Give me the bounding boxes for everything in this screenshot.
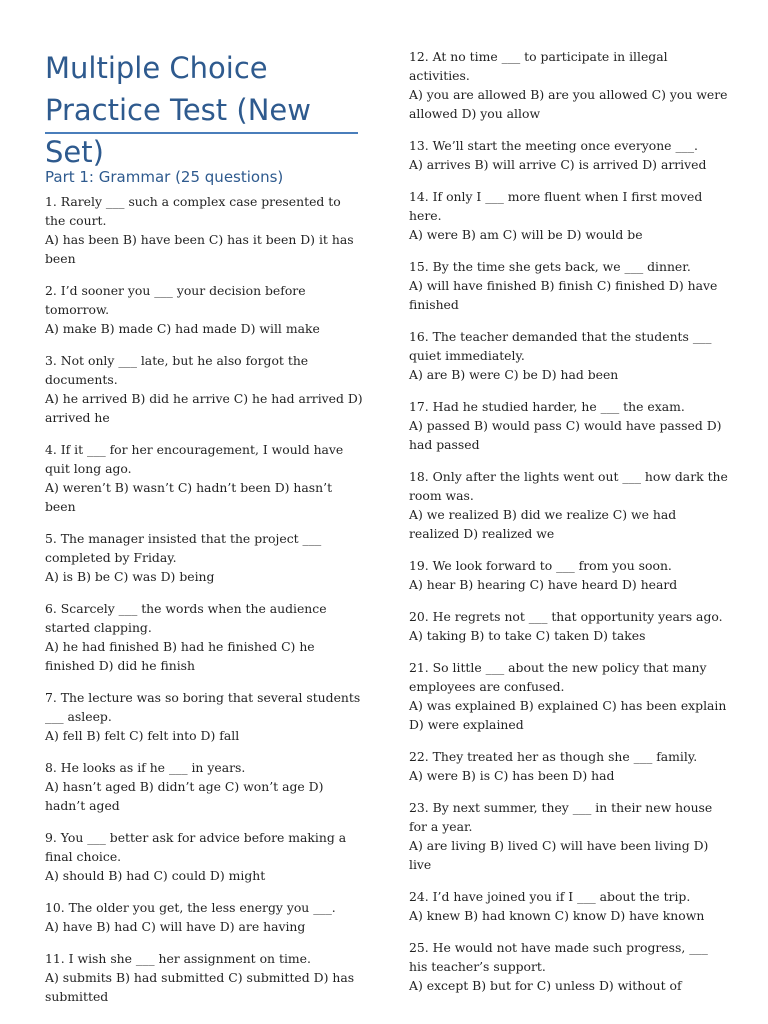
question-20: [409, 607, 729, 645]
question-23: [409, 798, 729, 874]
question-options: A) weren’t B) wasn’t C) hadn’t been D) hasn’t been: [45, 480, 333, 514]
question-10: [45, 898, 363, 936]
question-stem: 19. We look forward to ___ from you soon.: [409, 558, 672, 573]
question-4: [45, 440, 363, 516]
question-13: [409, 136, 729, 174]
part-heading: Part 1: Grammar (25 questions): [45, 168, 284, 186]
question-stem: 11. I wish she ___ her assignment on time.: [45, 951, 311, 966]
question-5: [45, 529, 363, 586]
question-stem: 4. If it ___ for her encouragement, I would have quit long ago.: [45, 442, 344, 476]
question-stem: 3. Not only ___ late, but he also forgot the documents.: [45, 353, 309, 387]
question-16: [409, 327, 729, 384]
question-column-right: [409, 47, 729, 1008]
question-options: A) he arrived B) did he arrive C) he had arrived D) arrived he: [45, 391, 363, 425]
question-options: A) have B) had C) will have D) are having: [45, 919, 306, 934]
question-7: [45, 688, 363, 745]
question-21: [409, 658, 729, 734]
question-options: A) will have finished B) finish C) finished D) have finished: [409, 278, 718, 312]
question-6: [45, 599, 363, 675]
question-3: [45, 351, 363, 427]
question-options: A) are B) were C) be D) had been: [409, 367, 619, 382]
question-11: [45, 949, 363, 1006]
question-stem: 9. You ___ better ask for advice before making a final choice.: [45, 830, 347, 864]
question-stem: 8. He looks as if he ___ in years.: [45, 760, 246, 775]
question-options: A) hasn’t aged B) didn’t age C) won’t age D) hadn’t aged: [45, 779, 324, 813]
question-17: [409, 397, 729, 454]
question-stem: 6. Scarcely ___ the words when the audience started clapping.: [45, 601, 327, 635]
question-24: [409, 887, 729, 925]
question-stem: 5. The manager insisted that the project ___ completed by Friday.: [45, 531, 322, 565]
question-19: [409, 556, 729, 594]
question-8: [45, 758, 363, 815]
question-options: A) submits B) had submitted C) submitted D) has submitted: [45, 970, 355, 1004]
question-options: A) passed B) would pass C) would have passed D) had passed: [409, 418, 722, 452]
question-stem: 12. At no time ___ to participate in illegal activities.: [409, 49, 668, 83]
question-stem: 10. The older you get, the less energy you ___.: [45, 900, 336, 915]
question-stem: 7. The lecture was so boring that several students ___ asleep.: [45, 690, 361, 724]
question-stem: 23. By next summer, they ___ in their new house for a year.: [409, 800, 713, 834]
question-column-left: [45, 192, 363, 1019]
question-9: [45, 828, 363, 885]
question-options: A) were B) is C) has been D) had: [409, 768, 615, 783]
question-stem: 20. He regrets not ___ that opportunity years ago.: [409, 609, 723, 624]
question-22: [409, 747, 729, 785]
question-options: A) are living B) lived C) will have been living D) live: [409, 838, 709, 872]
question-25: [409, 938, 729, 995]
question-stem: 1. Rarely ___ such a complex case presented to the court.: [45, 194, 341, 228]
question-stem: 22. They treated her as though she ___ family.: [409, 749, 698, 764]
question-options: A) were B) am C) will be D) would be: [409, 227, 643, 242]
question-stem: 16. The teacher demanded that the students ___ quiet immediately.: [409, 329, 712, 363]
question-stem: 18. Only after the lights went out ___ how dark the room was.: [409, 469, 728, 503]
question-stem: 13. We’ll start the meeting once everyone ___.: [409, 138, 698, 153]
question-stem: 2. I’d sooner you ___ your decision before tomorrow.: [45, 283, 306, 317]
question-options: A) we realized B) did we realize C) we had realized D) realized we: [409, 507, 677, 541]
question-options: A) make B) made C) had made D) will make: [45, 321, 320, 336]
question-options: A) fell B) felt C) felt into D) fall: [45, 728, 240, 743]
question-stem: 21. So little ___ about the new policy that many employees are confused.: [409, 660, 707, 694]
question-options: A) is B) be C) was D) being: [45, 569, 215, 584]
question-options: A) taking B) to take C) taken D) takes: [409, 628, 646, 643]
question-options: A) he had finished B) had he finished C) he finished D) did he finish: [45, 639, 315, 673]
question-stem: 25. He would not have made such progress, ___ his teacher’s support.: [409, 940, 708, 974]
question-14: [409, 187, 729, 244]
question-15: [409, 257, 729, 314]
question-options: A) hear B) hearing C) have heard D) heard: [409, 577, 678, 592]
question-18: [409, 467, 729, 543]
question-options: A) was explained B) explained C) has been explain D) were explained: [409, 698, 727, 732]
question-options: A) arrives B) will arrive C) is arrived D) arrived: [409, 157, 707, 172]
question-options: A) you are allowed B) are you allowed C) you were allowed D) you allow: [409, 87, 728, 121]
question-stem: 14. If only I ___ more fluent when I first moved here.: [409, 189, 703, 223]
question-options: A) has been B) have been C) has it been D) it has been: [45, 232, 354, 266]
question-12: [409, 47, 729, 123]
page-title: Multiple Choice Practice Test (New Set): [45, 51, 311, 169]
question-stem: 15. By the time she gets back, we ___ dinner.: [409, 259, 691, 274]
question-2: [45, 281, 363, 338]
question-options: A) except B) but for C) unless D) without of: [409, 978, 682, 993]
question-1: [45, 192, 363, 268]
title-divider: [45, 132, 358, 134]
question-stem: 24. I’d have joined you if I ___ about the trip.: [409, 889, 691, 904]
question-options: A) knew B) had known C) know D) have known: [409, 908, 705, 923]
question-stem: 17. Had he studied harder, he ___ the exam.: [409, 399, 685, 414]
question-options: A) should B) had C) could D) might: [45, 868, 266, 883]
